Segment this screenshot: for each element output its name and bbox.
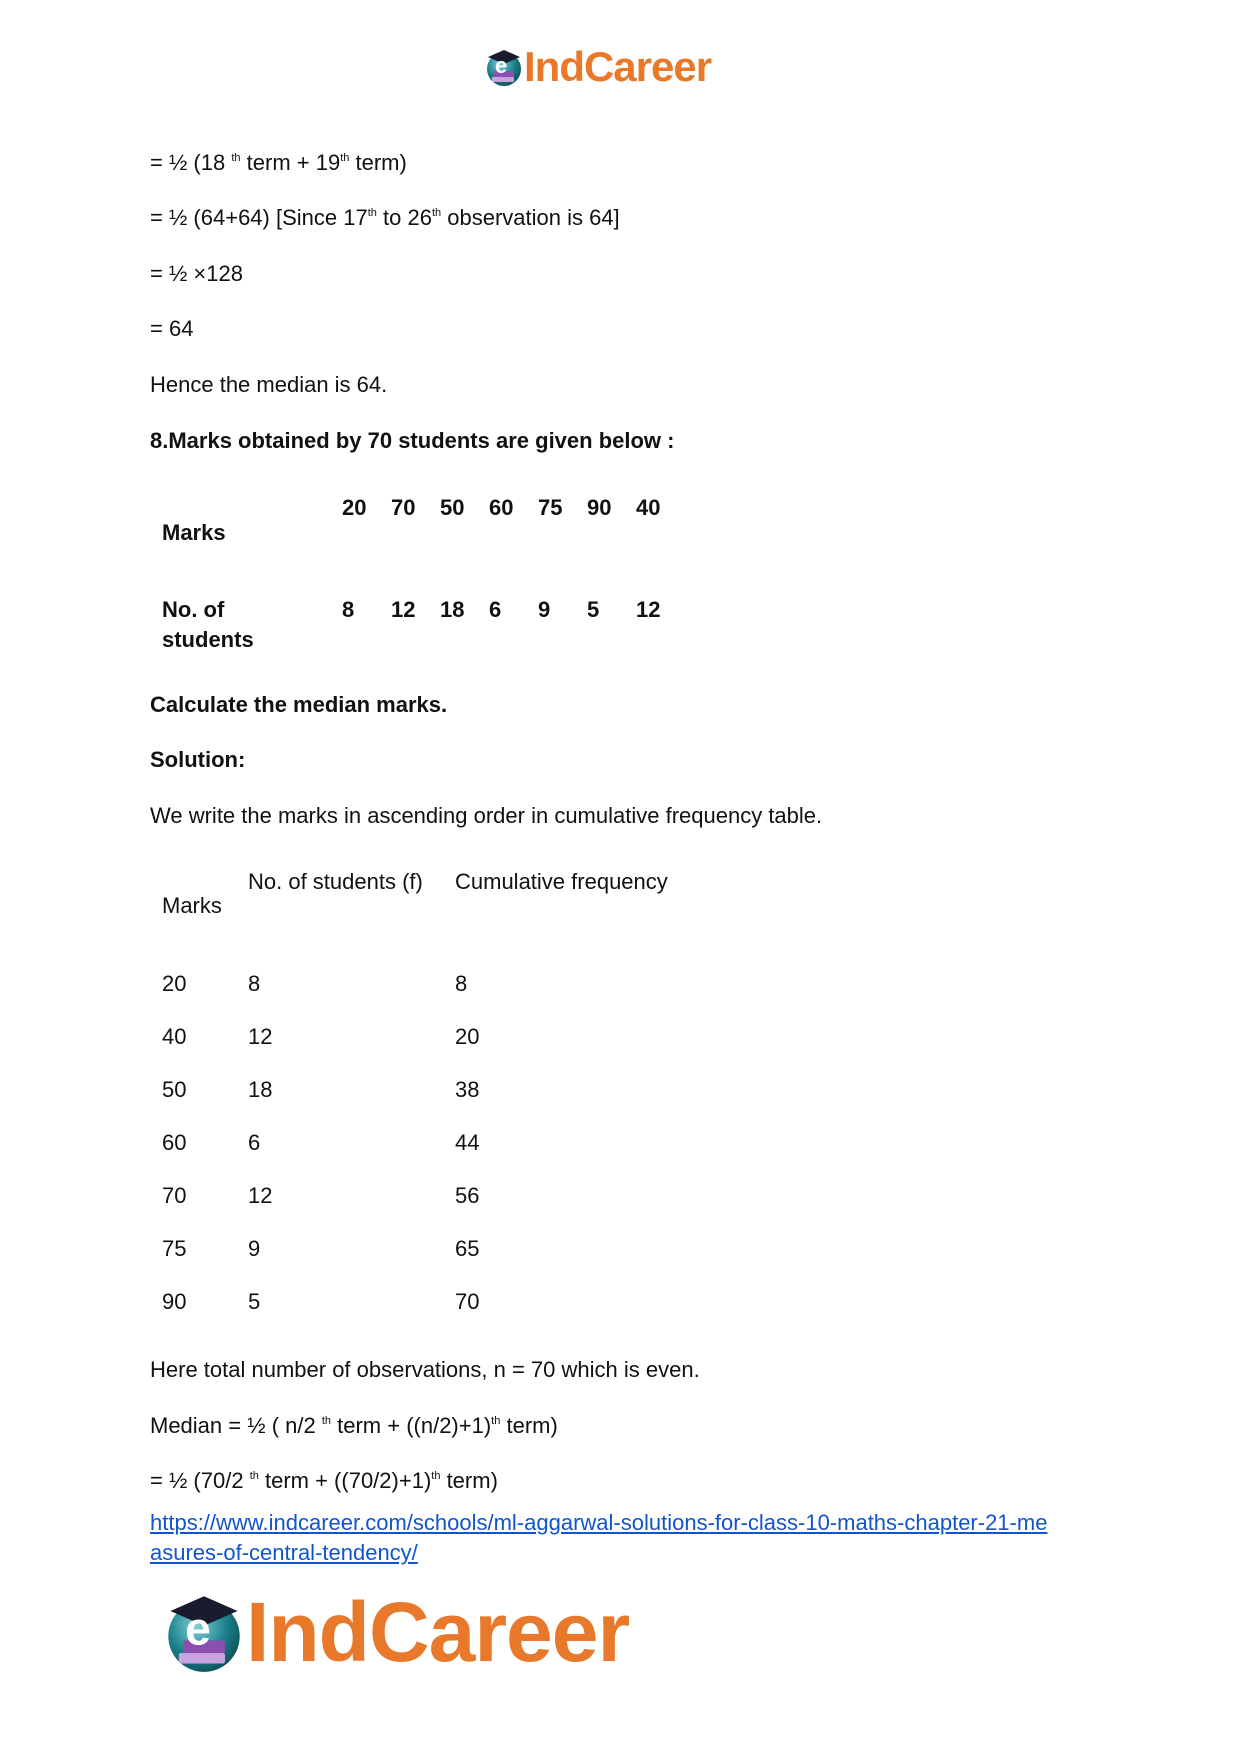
table1-students: 18 — [440, 597, 465, 622]
table1-mark: 60 — [489, 495, 514, 520]
source-link-line-1[interactable]: https://www.indcareer.com/schools/ml-aggarwal-solutions-for-class-10-maths-chapter-21-me — [150, 1510, 1048, 1535]
table1-mark: 50 — [440, 495, 465, 520]
table1-students-label-2: students — [162, 627, 254, 652]
table1-marks-label: Marks — [162, 520, 226, 545]
table2-header-cumulative: Cumulative frequency — [455, 869, 668, 894]
table2-cell: 38 — [455, 1077, 480, 1102]
calculate-instruction: Calculate the median marks. — [150, 692, 448, 717]
table2-cell: 20 — [162, 971, 187, 996]
table1-students: 12 — [391, 597, 416, 622]
table1-students: 6 — [489, 597, 502, 622]
table2-cell: 20 — [455, 1024, 480, 1049]
logo-globe-icon — [484, 47, 524, 87]
footer-logo-letter: e — [185, 1602, 211, 1655]
table1-mark: 75 — [538, 495, 563, 520]
logo-letter: e — [495, 53, 508, 78]
table2-cell: 90 — [162, 1289, 187, 1314]
table2-cell: 12 — [248, 1183, 273, 1208]
table1-mark: 40 — [636, 495, 661, 520]
table2-cell: 6 — [248, 1130, 261, 1155]
table1-students: 8 — [342, 597, 355, 622]
calc-line-3: = ½ ×128 — [150, 261, 243, 286]
table2-cell: 50 — [162, 1077, 187, 1102]
table1-mark: 90 — [587, 495, 612, 520]
median-conclusion: Hence the median is 64. — [150, 372, 388, 397]
calc-line-4: = 64 — [150, 316, 194, 341]
median-substitution: = ½ (70/2 $^{th}$ term + $((70/2)+1)^{th}$ term) — [150, 1468, 498, 1493]
table2-cell: 40 — [162, 1024, 187, 1049]
table2-cell: 12 — [248, 1024, 273, 1049]
table2-cell: 56 — [455, 1183, 480, 1208]
cumulative-frequency-table — [150, 860, 850, 1320]
source-link[interactable] — [150, 1508, 1047, 1568]
table2-header-students: No. of students (f) — [248, 869, 423, 894]
table2-cell: 75 — [162, 1236, 187, 1261]
header-logo-text: IndCareer — [524, 43, 712, 90]
solution-intro: We write the marks in ascending order in cumulative frequency table. — [150, 803, 823, 828]
observations-statement: Here total number of observations, n = 70 which is even. — [150, 1357, 700, 1382]
table1-students: 12 — [636, 597, 661, 622]
footer-logo-globe-icon — [162, 1590, 246, 1674]
table2-cell: 8 — [455, 971, 468, 996]
source-link-line-2[interactable]: asures-of-central-tendency/ — [150, 1540, 418, 1565]
table1-students: 5 — [587, 597, 600, 622]
table1-mark: 20 — [342, 495, 367, 520]
median-formula: Median = ½ ( n/2 $^{th}$ term + $((n/2)+1)^{th}$ term) — [150, 1413, 558, 1438]
solution-heading: Solution: — [150, 747, 246, 772]
table2-cell: 9 — [248, 1236, 261, 1261]
marks-table — [150, 490, 710, 660]
table1-students: 9 — [538, 597, 551, 622]
table2-cell: 8 — [248, 971, 261, 996]
footer-logo-text: IndCareer — [246, 1585, 630, 1679]
table2-header-marks: Marks — [162, 893, 222, 918]
footer-logo — [162, 1582, 629, 1682]
table2-cell: 70 — [162, 1183, 187, 1208]
table2-cell: 5 — [248, 1289, 261, 1314]
table1-mark: 70 — [391, 495, 416, 520]
header-logo — [484, 42, 711, 92]
table2-cell: 18 — [248, 1077, 273, 1102]
table2-cell: 60 — [162, 1130, 187, 1155]
question-8: 8.Marks obtained by 70 students are given below : — [150, 428, 675, 453]
table1-students-label-1: No. of — [162, 597, 225, 622]
table2-cell: 65 — [455, 1236, 480, 1261]
table2-cell: 70 — [455, 1289, 480, 1314]
calc-line-2: = ½ (64+64) [Since 17th to 26th observation is 64] — [150, 205, 620, 230]
calc-line-1: = ½ (18 $^{th}$ term + 19th term) — [150, 150, 407, 175]
table2-cell: 44 — [455, 1130, 480, 1155]
